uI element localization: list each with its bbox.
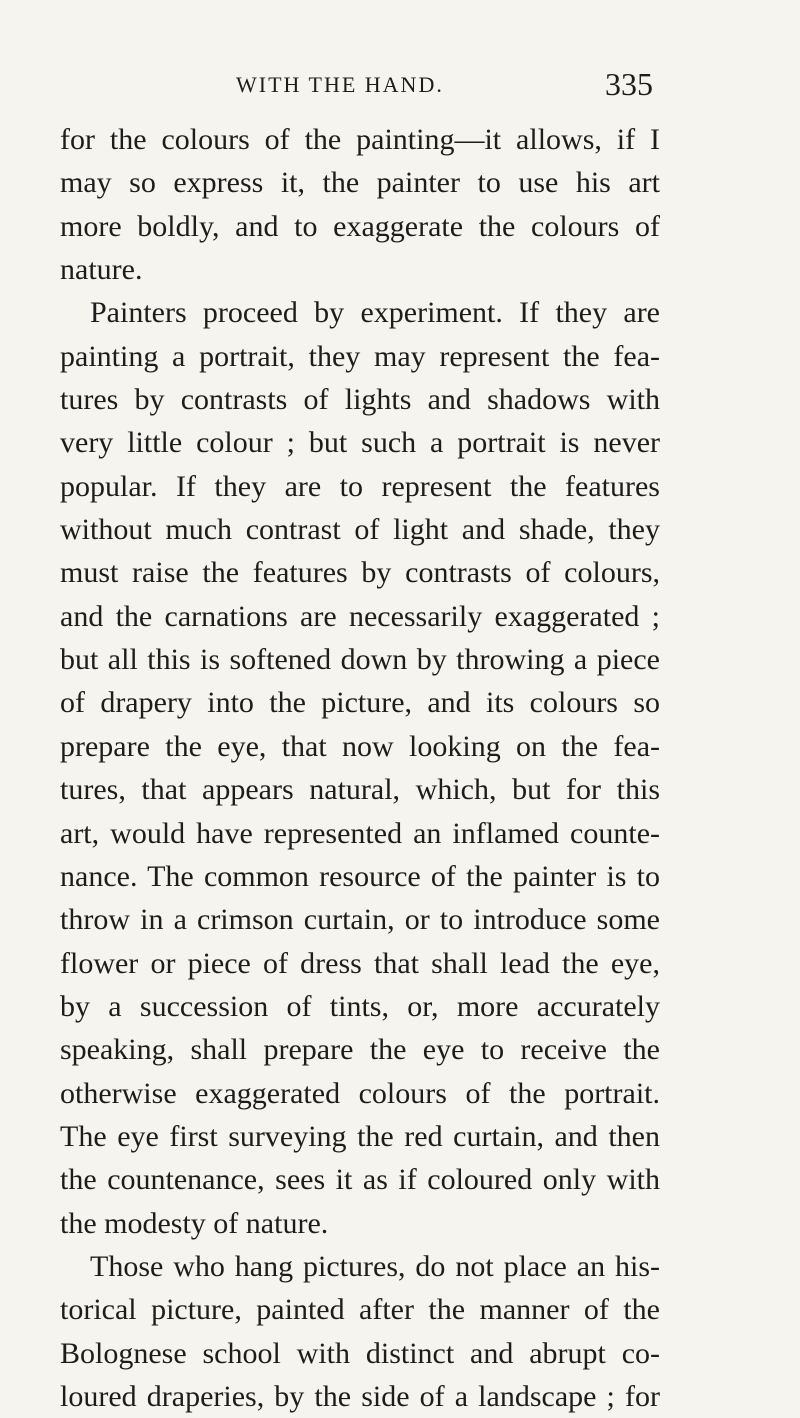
running-title: WITH THE HAND. (236, 72, 444, 97)
text-line: tures, that appears natural, which, but for this (60, 773, 660, 807)
text-line: the countenance, sees it as if coloured only with (60, 1163, 660, 1197)
text-line: very little colour ; but such a portrait is never (60, 426, 660, 460)
text-line: without much contrast of light and shade, they (60, 513, 660, 547)
text-line: torical picture, painted after the manner of the (60, 1293, 660, 1327)
text-line: Those who hang pictures, do not place an his- (90, 1249, 660, 1283)
text-line: and the carnations are necessarily exaggerated ; (60, 599, 660, 633)
text-line: loured draperies, by the side of a landscape ; for (60, 1379, 660, 1413)
text-line: Painters proceed by experiment. If they are (90, 296, 660, 330)
text-line: The eye first surveying the red curtain, and then (60, 1119, 660, 1153)
text-line: tures by contrasts of lights and shadows with (60, 383, 660, 417)
text-line: throw in a crimson curtain, or to introduce some (60, 903, 660, 937)
text-line: the modesty of nature. (60, 1206, 329, 1240)
text-line: speaking, shall prepare the eye to receive the (60, 1033, 660, 1067)
text-line: but all this is softened down by throwing a piece (60, 643, 660, 677)
text-line: popular. If they are to represent the features (60, 469, 660, 503)
text-line: nature. (60, 253, 143, 287)
text-line: must raise the features by contrasts of colours, (60, 556, 660, 590)
body-text (60, 118, 660, 1418)
text-line: prepare the eye, that now looking on the fea- (60, 729, 660, 763)
text-line: Bolognese school with distinct and abrupt co- (60, 1336, 660, 1370)
text-line: more boldly, and to exaggerate the colours of (60, 209, 660, 243)
text-line: nance. The common resource of the painter is to (60, 859, 660, 893)
text-line: art, would have represented an inflamed counte- (60, 816, 660, 850)
text-line: for the colours of the painting—it allows, if I (60, 123, 660, 156)
text-line: otherwise exaggerated colours of the portrait. (60, 1076, 660, 1110)
running-head (0, 66, 800, 112)
text-line: painting a portrait, they may represent the fea- (60, 339, 660, 373)
text-line: may so express it, the painter to use his art (60, 166, 660, 200)
text-line: flower or piece of dress that shall lead the eye, (60, 946, 660, 980)
text-line: by a succession of tints, or, more accurately (60, 989, 660, 1023)
page-number: 335 (605, 66, 653, 102)
text-line: of drapery into the picture, and its colours so (60, 686, 660, 720)
